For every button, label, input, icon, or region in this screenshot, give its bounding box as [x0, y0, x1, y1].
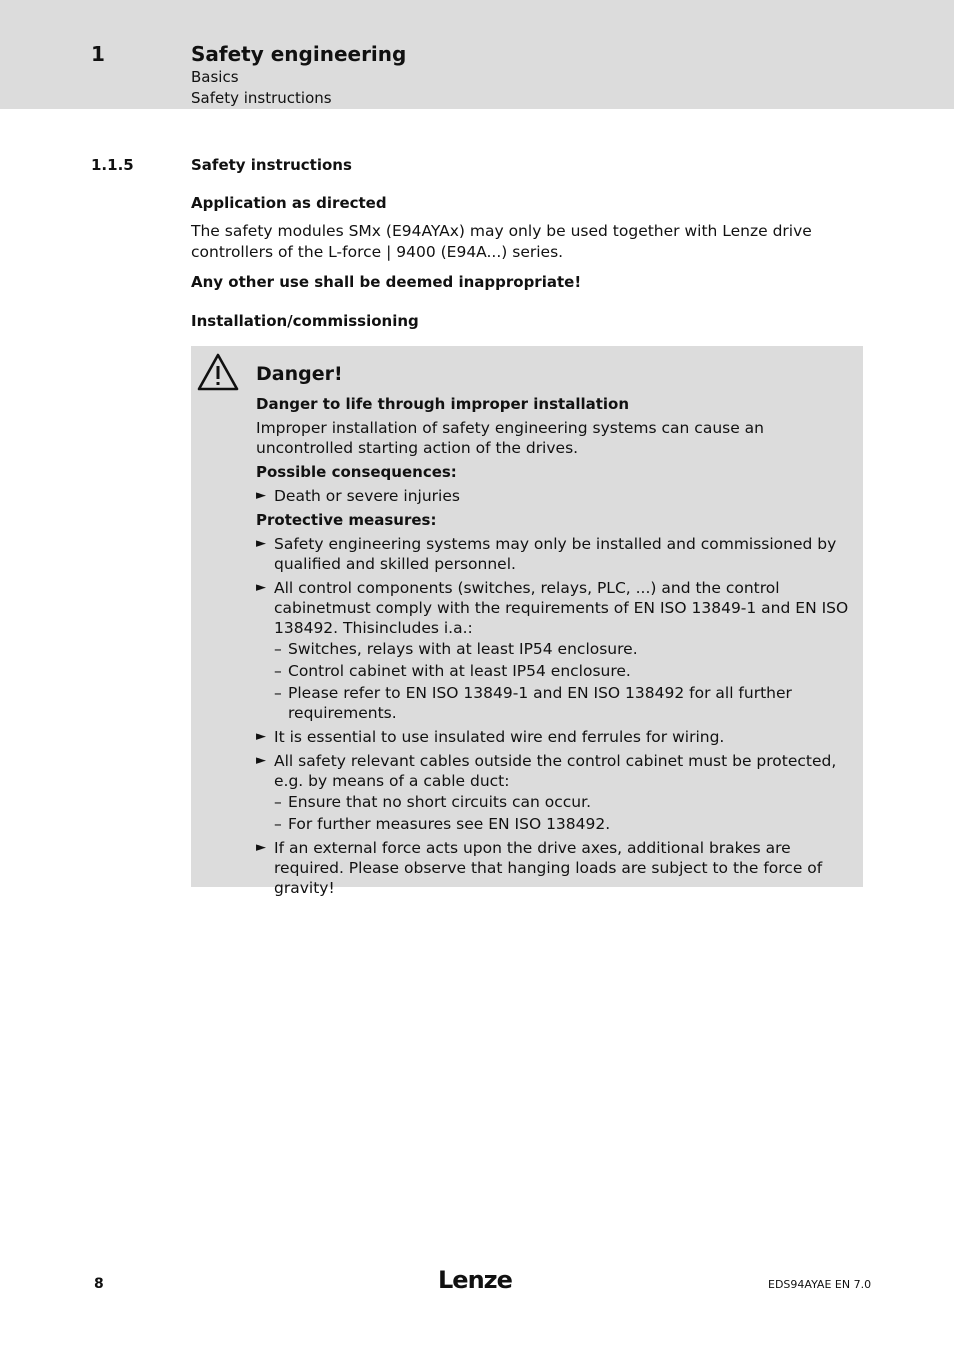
page-header — [0, 0, 954, 109]
page-number: 8 — [94, 1276, 104, 1292]
measure-subitem: – Control cabinet with at least IP54 enclosure. — [274, 662, 631, 680]
danger-intro: Improper installation of safety engineering systems can cause an uncontrolled starting action of the drives. — [256, 419, 765, 457]
danger-content — [256, 362, 856, 902]
measure-item: ► It is essential to use insulated wire end ferrules for wiring. — [256, 728, 725, 746]
measure-item: ► If an external force acts upon the drive axes, additional brakes are required. Please observe that hanging loads are subject to the force of gravity! — [256, 839, 823, 897]
measure-subitem: – Ensure that no short circuits can occur. — [274, 793, 591, 811]
measures-label: Protective measures: — [256, 511, 437, 529]
application-heading: Application as directed — [191, 194, 387, 212]
danger-title: Danger! — [256, 363, 343, 385]
danger-box — [191, 346, 863, 897]
installation-heading: Installation/commissioning — [191, 312, 419, 330]
section-number: 1.1.5 — [91, 156, 134, 174]
header-subtitle-safety: Safety instructions — [191, 89, 332, 107]
measure-item: ► Safety engineering systems may only be installed and commissioned by qualified and skilled personnel. — [256, 535, 837, 573]
consequences-label: Possible consequences: — [256, 463, 457, 481]
measure-item: ► All safety relevant cables outside the control cabinet must be protected, e.g. by means of a cable duct: – Ensure that no short circuits can occur. – For further measures see EN ISO 138492. — [256, 751, 856, 834]
measure-item: ► All control components (switches, relays, PLC, ...) and the control cabinetmust comply with the requirements of EN ISO 13849-1 and EN ISO 138492. Thisincludes i.a.: – Switches, relays with at least IP54 enclosure. – Control cabinet with at least IP54 enclosure. – Please refer to EN ISO 13849-1 and EN ISO 138492 for all further requirements. — [256, 578, 856, 723]
measure-subitem: – Switches, relays with at least IP54 enclosure. — [274, 640, 638, 658]
measure-subitem: – For further measures see EN ISO 138492. — [274, 815, 611, 833]
application-text: The safety modules SMx (E94AYAx) may only be used together with Lenze drive controllers of the L-force | 9400 (E94A...) series. — [191, 222, 812, 261]
document-id: EDS94AYAE EN 7.0 — [768, 1278, 872, 1291]
header-subtitle-basics: Basics — [191, 68, 239, 86]
warning-triangle-icon — [197, 353, 239, 391]
lenze-logo: Lenze — [438, 1266, 512, 1294]
chapter-title: Safety engineering — [191, 42, 407, 66]
consequence-item: ► Death or severe injuries — [256, 487, 460, 505]
chapter-number: 1 — [91, 42, 105, 66]
section-title: Safety instructions — [191, 156, 352, 174]
danger-subtitle: Danger to life through improper installation — [256, 395, 630, 413]
measure-subitem: – Please refer to EN ISO 13849-1 and EN ISO 138492 for all further requirements. — [274, 684, 792, 722]
application-warning: Any other use shall be deemed inappropriate! — [191, 273, 582, 291]
